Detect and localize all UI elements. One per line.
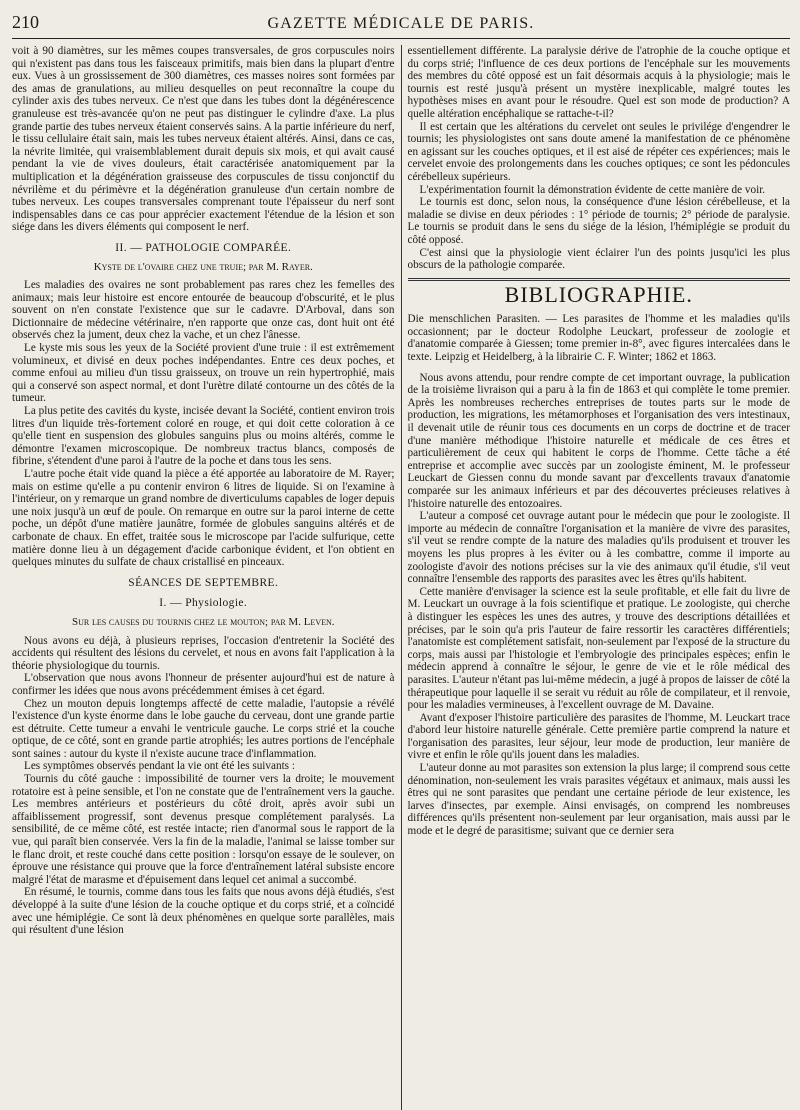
paragraph: Avant d'exposer l'histoire particulière des parasites de l'homme, M. Leuckart trace d'abord leur histoire naturelle générale. Cette première partie comprend la nature et l'organisation des parasites, leur séjour, leur mode de production, leur manière de vivre et enfin le rôle qu'ils jouent dans les maladies. <box>407 711 790 762</box>
paragraph: L'auteur a composé cet ouvrage autant pour le médecin que pour le zoologiste. Il importe au médecin de connaître l'organisation et la manière de vivre des parasites, s'il veut se rendre compte de la nature des maladies qu'ils produisent et trouver les moyens les plus propres à les éviter ou à les combattre, comme il importe au zoologiste d'avoir des notions précises sur la vie des animaux qu'il étudie, s'il veut connaître l'ensemble des rapports des parasites avec les êtres qu'ils habitent. <box>407 510 790 586</box>
journal-title: GAZETTE MÉDICALE DE PARIS. <box>267 15 535 32</box>
paragraph: Les symptômes observés pendant la vie ont été les suivants : <box>24 760 295 773</box>
paragraph: C'est ainsi que la physiologie vient éclairer l'un des points jusqu'ici les plus obscurs de la pathologie comparée. <box>407 246 790 272</box>
paragraph: Il est certain que les altérations du cervelet ont seules le privilége d'engendrer le tournis; les physiologistes ont sans doute amené la manifestation de ce phénomène en agissant sur les couches optiques, et il est aisé de répéter ces expériences; mais le cervelet envoie des prolongements dans les couches optiques; ce sont les pédoncules cérébelleux supérieurs. <box>407 120 790 183</box>
paragraph: L'observation que nous avons l'honneur de présenter aujourd'hui est de nature à confirmer les idées que nous avons précédemment émises à cet égard. <box>12 672 395 697</box>
paragraph: Le kyste mis sous les yeux de la Société provient d'une truie : il est extrêmement volumineux, et divisé en deux poches indépendantes. Entre ces deux poches, et comme enfoui au milieu d'un tissu graisseux, on trouve un rein hypertrophié, mais qui a conservé son aspect normal, et dont l'urètre dilaté contourne un des côtés de la tumeur. <box>12 342 395 405</box>
text-columns <box>12 45 790 1110</box>
article-title: Kyste de l'ovaire chez une truie; par M. Rayer. <box>93 260 313 273</box>
paragraph: voit à 90 diamètres, sur les mêmes coupes transversales, de gros corpuscules noirs qui n'existent pas dans tous les faisceaux primitifs, mais bien dans la plupart d'entre eux. Vues à un grossissement de 300 diamètres, ces masses noires sont formées par des amas de granulations, au milieu desquelles on peut reconnaître la coupe du cylinder axis des tubes nerveux. Ce n'est que dans les tubes dont la dégénérescence granuleuse est très-avancée qu'on ne peut pas distinguer le cylindre d'axe. La plus grande partie des tubes nerveux étaient conservés sains. A la partie inférieure du nerf, le tissu cellulaire était sain, mais les tubes nerveux étaient altérés. Ainsi, dans ce cas, la névrite limitée, qui vraisemblablement durait depuis six mois, et qui avait causé pendant la vie de vives douleurs, était caractérisée anatomiquement par la multiplication et la dégénération graisseuse des corpuscules de tissu conjonctif du névrilème et du périmèvre et la dégénération granuleuse d'un certain nombre de tubes nerveux. Les coupes transversales comprenant toute l'épaisseur du nerf sont indispensables dans ce cas pour apprécier exactement l'étendue de la lésion et son siége dans les divers éléments qui composent le nerf. <box>12 45 395 234</box>
page-header <box>12 12 790 39</box>
paragraph: En résumé, le tournis, comme dans tous les faits que nous avons déjà étudiés, s'est développé à la suite d'une lésion de la couche optique et du corps strié, et a coïncidé avec une hémiplégie. Ce sont là deux phénomènes en quelque sorte parallèles, mais qui résultent d'une lésion <box>12 886 395 937</box>
paragraph: Nous avons attendu, pour rendre compte de cet important ouvrage, la publication de la troisième livraison qui a paru à la fin de 1863 et qui complète le tome premier. Après les nombreuses recherches entreprises de toutes parts sur le mode de production, les migrations, les métamorphoses et l'organisation des vers intestinaux, il devenait utile de réunir tous ces documents en un corps de doctrine et de tracer d'une manière méthodique l'histoire naturelle et médicale de ces êtres et particulièrement de ceux qui habitent le corps de l'homme. Cette tâche a été entreprise et accomplie avec succès par un zoologiste éminent, M. le professeur Leuckart de Giessen connu du monde savant par d'excellents travaux d'anatomie comparée sur les animaux inférieurs et par des découvertes précieuses relatives à l'histoire naturelle des entozoaires. <box>407 371 790 510</box>
paragraph: L'auteur donne au mot parasites son extension la plus large; il comprend sous cette dénomination, non-seulement les vrais parasites végétaux et animaux, mais aussi les êtres qui ne sont parasites que pendant une certaine période de leur existence, les larves d'insectes, par exemple. Ainsi envisagés, on comprend les nombreuses différences qu'ils présentent non-seulement par leur organisation, mais aussi par le mode et le degré de parasitisme; suivant que ce dernier sera <box>407 762 790 838</box>
paragraph: Tournis du côté gauche : impossibilité de tourner vers la droite; le mouvement rotatoire est à peine sensible, et l'on ne constate que de l'entraînement vers la gauche. Les membres antérieurs et postérieurs du côté droit, après avoir subi un affaiblissement progressif, sont devenus presque complétement paralysés. La sensibilité, de ce même côté, est restée intacte; rien d'anormal sous le rapport de la vue, qui paraît bien conservée. Vers la fin de la maladie, l'animal se laisse tomber sur le flanc droit, et reste couché dans cette position : lorsqu'on essaye de le soulever, on éprouve une résistance qui prouve que la force d'entraînement latéral subsiste encore malgré l'état de marasme et d'épuisement dans lequel cet animal a succombé. <box>12 773 395 886</box>
paragraph: Les maladies des ovaires ne sont probablement pas rares chez les femelles des animaux; mais leur histoire est encore entourée de beaucoup d'obscurité, et le plus souvent on n'en constate l'existence que sur le cadavre. D'Arboval, dans son Dictionnaire de médecine vétérinaire, n'en rapporte que onze cas, dont huit ont été observés chez la jument, deux chez la vache, et un chez l'ânesse. <box>12 279 395 342</box>
paragraph: essentiellement différente. La paralysie dérive de l'atrophie de la couche optique et du corps strié; l'influence de ces deux portions de l'encéphale sur les mouvements des membres du côté opposé est un fait désormais acquis à la physiologie; mais le tournis est resté jusqu'à présent un mystère inexplicable, malgré toutes les hypothèses mises en avant pour le résoudre. Quel est son mode de production? A quelle altération encéphalique se rattache-t-il? <box>407 45 790 120</box>
section-heading: I. — Physiologie. <box>159 597 248 610</box>
section-divider <box>408 278 791 281</box>
left-column <box>12 45 401 1110</box>
section-heading: SÉANCES DE SEPTEMBRE. <box>128 576 279 589</box>
paragraph: Nous avons eu déjà, à plusieurs reprises, l'occasion d'entretenir la Société des accidents qui résultent des lésions du cervelet, et nous en avons fait l'application à la théorie physiologique du tournis. <box>12 634 395 672</box>
paragraph: L'expérimentation fournit la démonstration évidente de cette manière de voir. <box>419 183 766 196</box>
bibliography-title: BIBLIOGRAPHIE. <box>504 281 693 307</box>
right-column <box>401 45 791 1110</box>
paragraph: L'autre poche était vide quand la pièce a été apportée au laboratoire de M. Rayer; mais on estime qu'elle a pu contenir environ 6 litres de liquide. Si on l'examine à l'intérieur, on y remarque un grand nombre de diverticulums capables de loger depuis une noix jusqu'à un œuf de poule. On remarque en outre sur la paroi interne de cette poche, un dépôt d'une matière jaunâtre, formée de globules sanguins altérés et de carbonate de chaux. En effet, traitée sous le microscope par l'acide sulfurique, cette matière donne lieu à un dégagement d'acide carbonique évident, et l'on obtient en quelques minutes du sulfate de chaux cristallisé en pinceaux. <box>12 468 395 569</box>
section-heading: II. — PATHOLOGIE COMPARÉE. <box>115 241 292 254</box>
paragraph: Le tournis est donc, selon nous, la conséquence d'une lésion cérébelleuse, et la maladie se divise en deux périodes : 1° période de tournis; 2° période de paralysie. Le tournis se produit dans le sens du siége de la lésion, l'hémiplégie se produit du côté opposé. <box>407 196 790 246</box>
article-title: Sur les causes du tournis chez le mouton; par M. Leven. <box>71 615 335 628</box>
paragraph: Cette manière d'envisager la science est la seule profitable, et elle fait du livre de M. Leuckart un ouvrage à la fois scientifique et pratique. Le zoologiste, qui cherche à distinguer les espèces les unes des autres, y trouve des descriptions détaillées et précises, par le soin qu'a pris l'auteur de faire ressortir les caractères différentiels; l'anatomiste est complétement satisfait, non-seulement par l'exposé de la structure du corps, mais aussi par l'histologie et l'embryologie des principales espèces; enfin le médecin apprend à connaître le séjour, le genre de vie et le rôle médical des parasites. L'auteur n'étant pas lui-même médecin, a jugé à propos de laisser de côté la thérapeutique pour laquelle il se serait vu réduit au rôle de compilateur, et il renvoie, pour les maladies vermineuses, à l'excellent ouvrage de M. Davaine. <box>407 585 790 712</box>
page-number: 210 <box>12 12 39 32</box>
paragraph: Chez un mouton depuis longtemps affecté de cette maladie, l'autopsie a révélé l'existence d'un kyste énorme dans le lobe gauche du cerveau, dont une grande partie est détruite. Cette tumeur a envahi le ventricule gauche. Le corps strié et la couche optique, de ce côté, sont en grande partie atrophiés; les autres portions de l'encéphale sont saines : autour du kyste il n'existe aucune trace d'inflammation. <box>12 697 395 760</box>
bibliography-heading: Die menschlichen Parasiten. — Les parasites de l'homme et les maladies qu'ils occasionnent; par le docteur Rodolphe Leuckart, professeur de zoologie et d'anatomie comparée à Giessen; tome premier in-8°, avec figures intercalées dans le texte. Leipzig et Heidelberg, à la librairie C. F. Winter; 1862 et 1863. <box>407 313 790 364</box>
paragraph: La plus petite des cavités du kyste, incisée devant la Société, contient environ trois litres d'un liquide très-fortement coloré en rouge, et qui doit cette coloration à ce qu'elle tient en suspension des globules sanguins plus ou moins altérés, comme le démontre l'examen microscopique. De nombreux tractus blancs, composés de fibrine, s'étendent d'une paroi à l'autre de la poche et dans tous les sens. <box>12 405 395 468</box>
